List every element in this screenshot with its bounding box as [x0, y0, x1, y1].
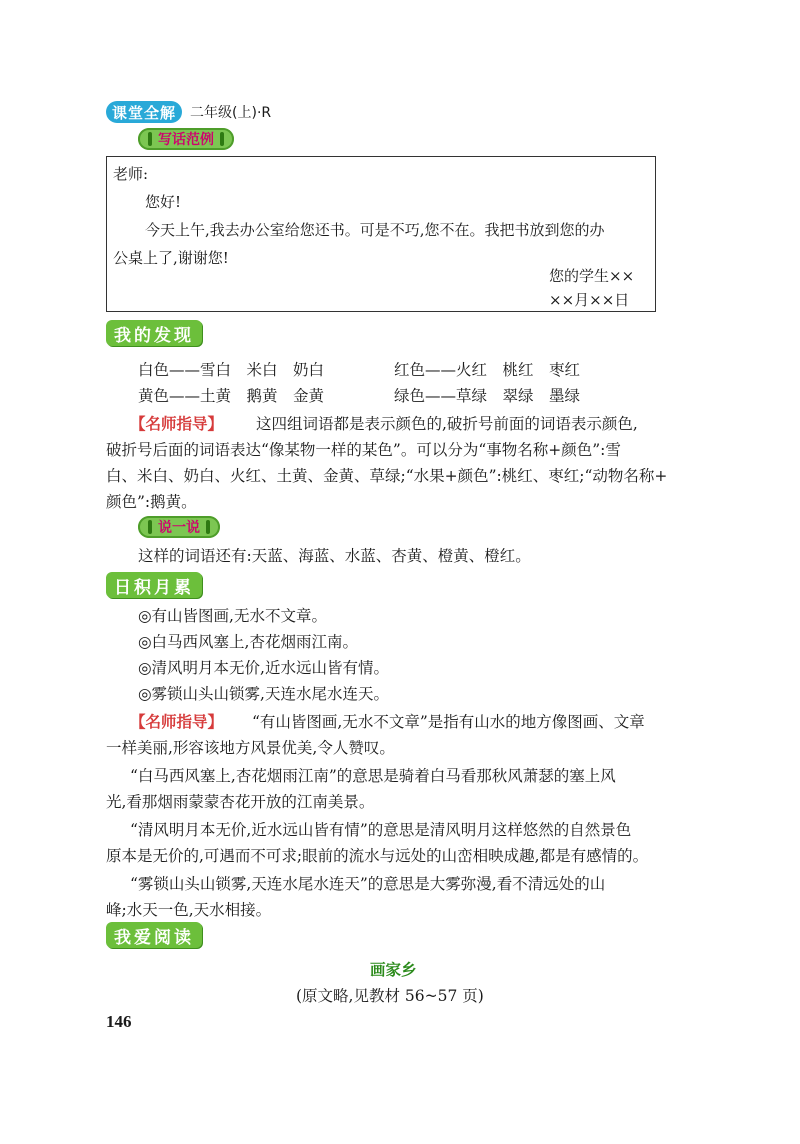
- reading-note: (原文略,见教材 56~57 页): [296, 987, 484, 1005]
- accumulation-item: ◎有山皆图画,无水不文章。: [138, 607, 327, 625]
- accumulation-p4-1: “雾锁山头山锁雾,天连水尾水连天”的意思是大雾弥漫,看不清远处的山: [130, 875, 606, 893]
- say-it-text: 这样的词语还有:天蓝、海蓝、水蓝、杏黄、橙黄、橙红。: [138, 547, 531, 565]
- accumulation-p1-1: “有山皆图画,无水不文章”是指有山水的地方像图画、文章: [252, 713, 645, 731]
- section-writing-sample: 写话范例: [138, 128, 234, 150]
- page-header: [106, 100, 271, 124]
- accumulation-item: ◎清风明月本无价,近水远山皆有情。: [138, 659, 389, 677]
- section-daily-accumulation: 日积月累: [106, 572, 202, 598]
- accumulation-tip-label: 【名师指导】: [130, 712, 224, 731]
- letter-salutation: 老师:: [113, 165, 149, 183]
- section-my-discovery: 我的发现: [106, 320, 202, 346]
- discovery-tip-2: 破折号后面的词语表达“像某物一样的某色”。可以分为“事物名称+颜色”:雪: [106, 441, 621, 459]
- accumulation-p2-2: 光,看那烟雨蒙蒙杏花开放的江南美景。: [106, 793, 375, 811]
- discovery-row1-left: 白色——雪白 米白 奶白: [138, 361, 325, 379]
- accumulation-p1-2: 一样美丽,形容该地方风景优美,令人赞叹。: [106, 739, 395, 757]
- letter-greeting: 您好!: [145, 193, 182, 211]
- accumulation-p3-1: “清风明月本无价,近水远山皆有情”的意思是清风明月这样悠然的自然景色: [130, 821, 632, 839]
- letter-body-1: 今天上午,我去办公室给您还书。可是不巧,您不在。我把书放到您的办: [145, 221, 605, 239]
- accumulation-p2-1: “白马西风塞上,杏花烟雨江南”的意思是骑着白马看那秋风萧瑟的塞上风: [130, 767, 616, 785]
- grade-label: 二年级(上)·R: [190, 105, 272, 121]
- section-say-it: 说一说: [138, 516, 220, 538]
- discovery-row1-right: 红色——火红 桃红 枣红: [394, 361, 581, 379]
- letter-body-2: 公桌上了,谢谢您!: [113, 249, 229, 267]
- discovery-tip-3: 白、米白、奶白、火红、土黄、金黄、草绿;“水果+颜色”:桃红、枣红;“动物名称+: [106, 467, 668, 485]
- section-i-love-reading: 我爱阅读: [106, 922, 202, 948]
- letter-date: ××月××日: [549, 291, 630, 309]
- discovery-tip-1: 这四组词语都是表示颜色的,破折号前面的词语表示颜色,: [256, 415, 638, 433]
- brand-logo: 课堂全解: [106, 101, 182, 123]
- accumulation-p3-2: 原本是无价的,可遇而不可求;眼前的流水与远处的山峦相映成趣,都是有感情的。: [106, 847, 649, 865]
- discovery-row2-right: 绿色——草绿 翠绿 墨绿: [394, 387, 581, 405]
- discovery-tip-label: 【名师指导】: [130, 414, 224, 433]
- accumulation-item: ◎白马西风塞上,杏花烟雨江南。: [138, 633, 358, 651]
- accumulation-item: ◎雾锁山头山锁雾,天连水尾水连天。: [138, 685, 389, 703]
- discovery-tip-4: 颜色”:鹅黄。: [106, 493, 197, 511]
- accumulation-p4-2: 峰;水天一色,天水相接。: [106, 901, 272, 919]
- reading-title: 画家乡: [370, 961, 417, 979]
- page-number: 146: [106, 1012, 132, 1031]
- letter-box: [106, 156, 656, 312]
- discovery-row2-left: 黄色——土黄 鹅黄 金黄: [138, 387, 325, 405]
- letter-signature: 您的学生××: [549, 267, 635, 285]
